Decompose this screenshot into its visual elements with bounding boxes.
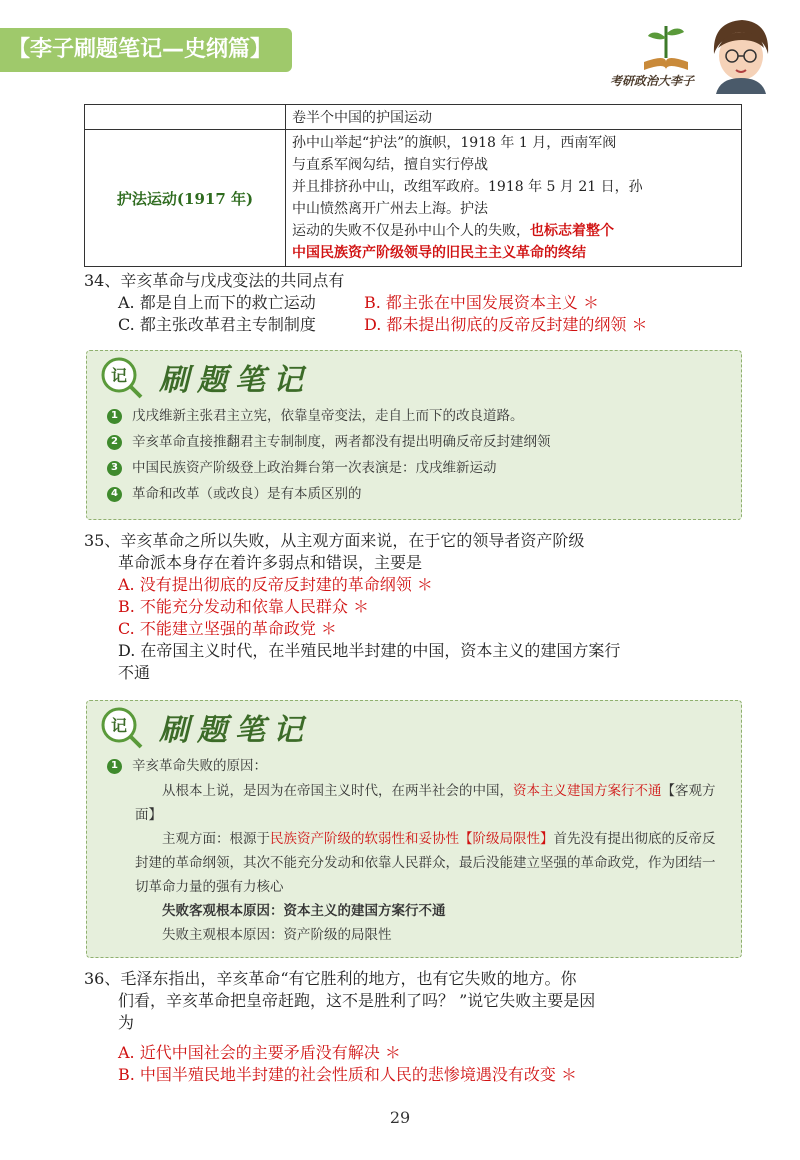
- note-badge: 记: [110, 716, 128, 735]
- magnifier-note-icon: [99, 355, 143, 399]
- question-stem-cont: 革命派本身存在着许多弱点和错误，主要是: [118, 553, 423, 572]
- note-paragraph: 失败主观根本原因：资产阶级的局限性: [162, 927, 392, 943]
- number-bullet: 2: [107, 435, 122, 450]
- note-title: 刷题笔记: [159, 713, 311, 748]
- note-item-text: 革命和改革（或改良）是有本质区别的: [132, 486, 362, 502]
- note-badge: 记: [110, 366, 128, 385]
- note-item: [87, 429, 741, 455]
- magnifier-note-icon: [99, 705, 143, 749]
- table-row: [85, 105, 742, 130]
- note-paragraph: [87, 779, 741, 827]
- table-cell-event: 护法运动(1917 年): [85, 130, 286, 267]
- note-item-text: 辛亥革命直接推翻君主专制制度，两者都没有提出明确反帝反封建纲领: [132, 434, 551, 450]
- option-a: A. 没有提出彻底的反帝反封建的革命纲领 ＊: [118, 575, 433, 594]
- note-item: [87, 753, 741, 779]
- number-bullet: 1: [107, 759, 122, 774]
- option-b: B. 不能充分发动和依靠人民群众 ＊: [118, 597, 370, 616]
- note-text: 从根本上说，是因为在帝国主义时代，在两半社会的中国，: [162, 783, 513, 799]
- option-d-cont: 不通: [118, 663, 151, 682]
- note-item: [87, 403, 741, 429]
- note-item-text: 中国民族资产阶级登上政治舞台第一次表演是：戊戌维新运动: [132, 460, 497, 476]
- header-banner: 【李子刷题笔记—史纲篇】: [0, 28, 292, 72]
- note-item: [87, 455, 741, 481]
- note-item: [87, 481, 741, 507]
- question-stem: 36、毛泽东指出，辛亥革命“有它胜利的地方，也有它失败的地方。你: [84, 969, 577, 988]
- question-stem-cont: 为: [118, 1013, 135, 1032]
- author-avatar: [706, 14, 776, 94]
- question-stem-cont: 们看，辛亥革命把皇帝赶跑，这不是胜利了吗？ ”说它失败主要是因: [118, 991, 596, 1010]
- book-plant-logo-icon: [636, 18, 696, 78]
- note-key-point: 失败客观根本原因：资本主义的建国方案行不通: [162, 903, 446, 919]
- number-bullet: 4: [107, 487, 122, 502]
- question-36: [84, 968, 744, 1086]
- note-text: 首先没有提出彻底的反帝反封建的革命纲领，其次不能充分发动和依靠人民群众，最后没能建立坚强的革命政党，作为团结一切革命力量的强有力核心: [135, 831, 716, 895]
- table-row: [85, 130, 742, 267]
- note-box-2: [86, 700, 742, 958]
- note-highlight: 民族资产阶级的软弱性和妥协性【阶级局限性】: [270, 831, 554, 847]
- option-d: D. 在帝国主义时代，在半殖民地半封建的中国，资本主义的建国方案行: [118, 641, 621, 660]
- note-item-text: 戊戌维新主张君主立宪，依靠皇帝变法，走自上而下的改良道路。: [132, 408, 524, 424]
- option-a: A. 都是自上而下的救亡运动: [118, 293, 316, 312]
- note-highlight: 资本主义建国方案行不通: [513, 783, 662, 799]
- page-number: 29: [389, 1108, 411, 1127]
- desc-line: 与直系军阀勾结，擅自实行停战: [292, 157, 488, 173]
- note-item-text: 辛亥革命失败的原因：: [132, 758, 267, 774]
- note-text: 【客观方面】: [135, 783, 716, 823]
- desc-text: 运动的失败不仅是孙中山个人的失败，: [292, 223, 530, 239]
- brand-name: 考研政治大李子: [610, 74, 695, 88]
- note-title: 刷题笔记: [159, 363, 311, 398]
- note-box-1: [86, 350, 742, 520]
- desc-line: 中山愤然离开广州去上海。护法: [292, 201, 488, 217]
- option-c: C. 都主张改革君主专制制度: [118, 315, 316, 334]
- options-row: [84, 314, 744, 336]
- number-bullet: 3: [107, 461, 122, 476]
- question-35: [84, 530, 744, 684]
- desc-line: 并且排挤孙中山，改组军政府。1918 年 5 月 21 日，孙: [292, 179, 643, 195]
- note-text: 主观方面：根源于: [162, 831, 270, 847]
- option-d: D. 都未提出彻底的反帝反封建的纲领 ＊: [364, 315, 648, 334]
- table-cell: 卷半个中国的护国运动: [286, 105, 742, 130]
- option-b: B. 中国半殖民地半封建的社会性质和人民的悲惨境遇没有改变 ＊: [118, 1065, 578, 1084]
- note-header: [87, 351, 741, 403]
- option-a: A. 近代中国社会的主要矛盾没有解决 ＊: [118, 1043, 401, 1062]
- question-stem: 34、辛亥革命与戊戌变法的共同点有: [84, 271, 345, 290]
- number-bullet: 1: [107, 409, 122, 424]
- question-34: [84, 270, 744, 336]
- note-header: [87, 701, 741, 753]
- table-cell-description: [286, 130, 742, 267]
- note-paragraph: [87, 827, 741, 899]
- desc-highlight: 也标志着整个: [530, 223, 614, 239]
- question-stem: 35、辛亥革命之所以失败，从主观方面来说，在于它的领导者资产阶级: [84, 531, 585, 550]
- option-c: C. 不能建立坚强的革命政党 ＊: [118, 619, 337, 638]
- desc-line: [292, 220, 735, 242]
- options-row: [84, 292, 744, 314]
- history-table: [84, 104, 742, 267]
- desc-line: 孙中山举起“护法”的旗帜，1918 年 1 月，西南军阀: [292, 135, 617, 151]
- option-b: B. 都主张在中国发展资本主义 ＊: [364, 293, 600, 312]
- table-cell-empty: [85, 105, 286, 130]
- desc-highlight-line: 中国民族资产阶级领导的旧民主主义革命的终结: [292, 245, 586, 261]
